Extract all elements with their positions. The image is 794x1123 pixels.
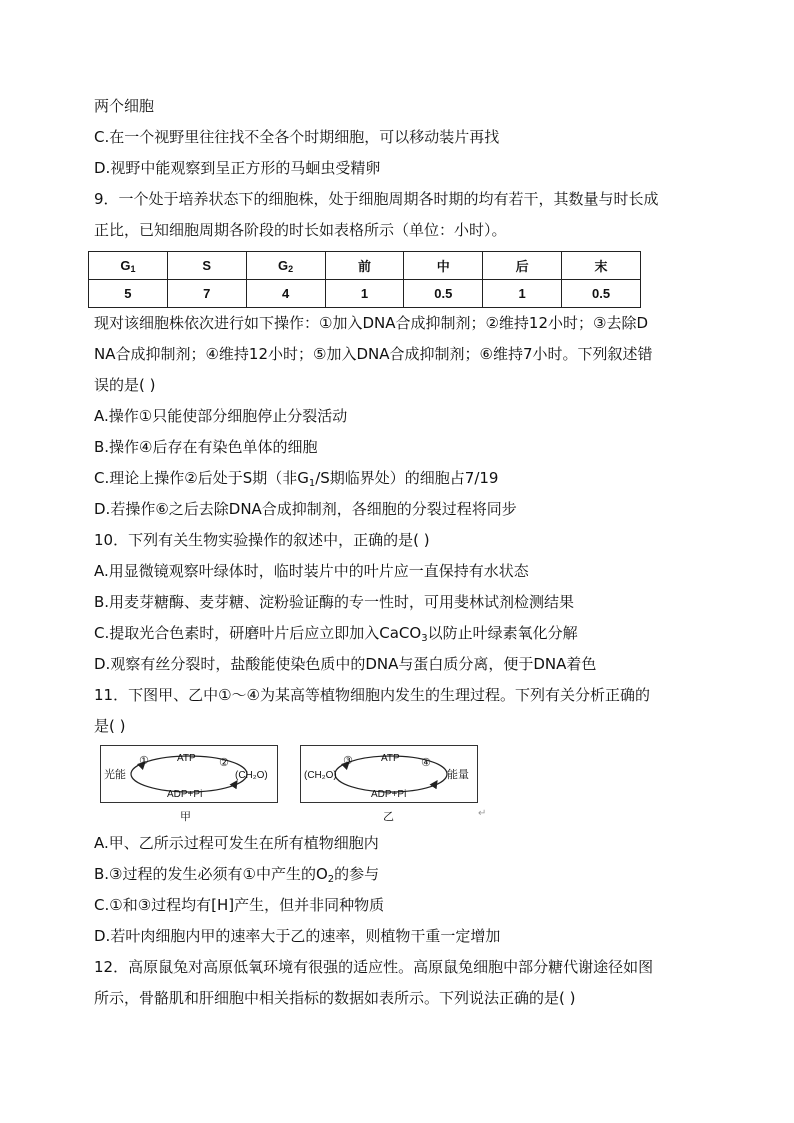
step-2-label: ② [219, 756, 229, 769]
question-10-stem: 10．下列有关生物实验操作的叙述中，正确的是( ) [94, 531, 430, 549]
arrow-out [235, 781, 237, 784]
option-c: C.在一个视野里往往找不全各个时期细胞，可以移动装片再找 [94, 128, 500, 146]
table-cell: 0.5 [562, 280, 641, 308]
table-row [89, 280, 641, 308]
q11-option-b: B.③过程的发生必须有①中产生的$O_2$的参与 [94, 865, 380, 885]
table-header-cell: 中 [404, 252, 483, 280]
table-header-cell: $G_1$ [89, 252, 168, 280]
adp-label: ADP+Pi [167, 789, 203, 800]
step-4-label: ④ [421, 756, 431, 769]
energy-label: 能量 [447, 768, 469, 781]
diagram-jia [100, 745, 278, 803]
diagram-jia-graphic [101, 746, 277, 802]
q10-option-a: A.用显微镜观察叶绿体时，临时装片中的叶片应一直保持有水状态 [94, 562, 529, 580]
table-header-cell: 前 [325, 252, 404, 280]
q11-option-a: A.甲、乙所示过程可发生在所有植物细胞内 [94, 834, 379, 852]
question-11-stem: 11．下图甲、乙中①～④为某高等植物细胞内发生的生理过程。下列有关分析正确的 [94, 686, 650, 704]
ch2o-label: (CH₂O) [235, 770, 268, 781]
q9-option-b: B.操作④后存在有染色单体的细胞 [94, 438, 318, 456]
table-cell: 5 [89, 280, 168, 308]
question-9-stem-2: 正比，已知细胞周期各阶段的时长如表格所示（单位：小时）。 [94, 221, 507, 239]
paragraph-mark: ↵ [478, 808, 487, 819]
q10-option-c: C.提取光合色素时，研磨叶片后应立即加入CaCO$_3$以防止叶绿素氧化分解 [94, 624, 578, 644]
q11-option-d: D.若叶肉细胞内甲的速率大于乙的速率，则植物干重一定增加 [94, 927, 501, 945]
step-1-label: ① [139, 754, 149, 767]
diagram-yi-graphic [301, 746, 477, 802]
adp-label: ADP+Pi [371, 789, 407, 800]
diagram-jia-caption: 甲 [180, 810, 191, 823]
step-3-label: ③ [343, 754, 353, 767]
atp-label: ATP [381, 753, 400, 764]
table-cell: 7 [167, 280, 246, 308]
atp-label: ATP [177, 753, 196, 764]
ch2o-label: (CH₂O) [304, 770, 337, 781]
text-line: 两个细胞 [94, 97, 155, 115]
q9-option-a: A.操作①只能使部分细胞停止分裂活动 [94, 407, 348, 425]
cell-cycle-table [88, 251, 641, 308]
table-header-row [89, 252, 641, 280]
option-d: D.视野中能观察到呈正方形的马蛔虫受精卵 [94, 159, 381, 177]
arrow-out [435, 781, 437, 784]
table-cell: 0.5 [404, 280, 483, 308]
table-cell: 1 [325, 280, 404, 308]
table-cell: 1 [483, 280, 562, 308]
question-12-stem-2: 所示，骨骼肌和肝细胞中相关指标的数据如表所示。下列说法正确的是( ) [94, 989, 576, 1007]
q10-option-d: D.观察有丝分裂时，盐酸能使染色质中的DNA与蛋白质分离，便于DNA着色 [94, 655, 597, 673]
q10-option-b: B.用麦芽糖酶、麦芽糖、淀粉验证酶的专一性时，可用斐林试剂检测结果 [94, 593, 575, 611]
question-9-stem-5: 误的是( ) [94, 376, 156, 394]
question-9-stem-3: 现对该细胞株依次进行如下操作：①加入DNA合成抑制剂；②维持12小时；③去除D [94, 314, 649, 332]
table-header-cell: S [167, 252, 246, 280]
q9-option-d: D.若操作⑥之后去除DNA合成抑制剂，各细胞的分裂过程将同步 [94, 500, 517, 518]
light-energy-label: 光能 [104, 768, 126, 781]
question-9-stem-4: NA合成抑制剂；④维持12小时；⑤加入DNA合成抑制剂；⑥维持7小时。下列叙述错 [94, 345, 653, 363]
diagram-yi-caption: 乙 [383, 810, 394, 823]
question-9-stem: 9．一个处于培养状态下的细胞株，处于细胞周期各时期的均有若干，其数量与时长成 [94, 190, 659, 208]
question-11-stem-2: 是( ) [94, 717, 126, 735]
table-header-cell: $G_2$ [246, 252, 325, 280]
table-header-cell: 后 [483, 252, 562, 280]
q11-option-c: C.①和③过程均有[H]产生，但并非同种物质 [94, 896, 385, 914]
question-12-stem: 12．高原鼠兔对高原低氧环境有很强的适应性。高原鼠兔细胞中部分糖代谢途径如图 [94, 958, 654, 976]
table-header-cell: 末 [562, 252, 641, 280]
q9-option-c: C.理论上操作②后处于S期（非$G_1/S$期临界处）的细胞占7/19 [94, 469, 499, 489]
diagram-yi [300, 745, 478, 803]
table-cell: 4 [246, 280, 325, 308]
